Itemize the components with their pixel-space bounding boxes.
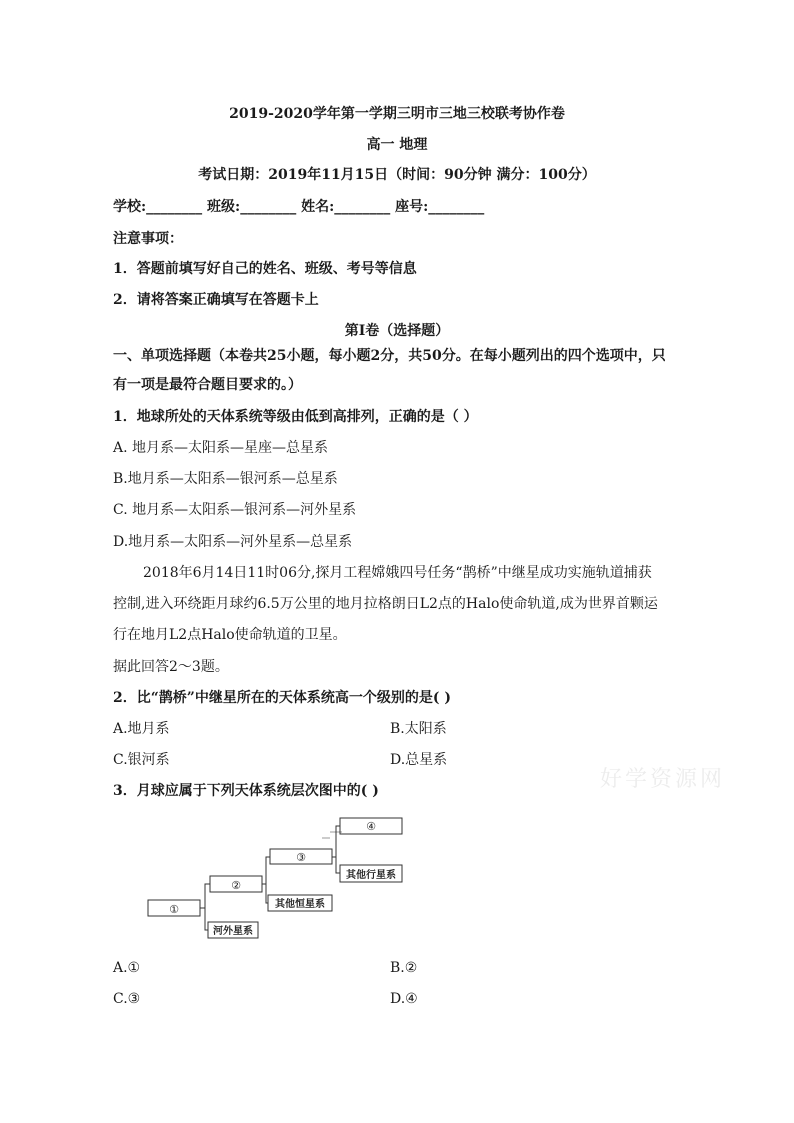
q2-option-d: D.总星系 [390, 752, 448, 768]
exam-subject: 高一 地理 [366, 137, 428, 153]
passage-prompt: 据此回答2～3题。 [113, 659, 229, 675]
notice-heading: 注意事项： [113, 231, 183, 247]
q2-stem: 2．比“鹊桥”中继星所在的天体系统高一个级别的是( ) [113, 690, 451, 706]
diagram-label-1: ① [169, 903, 179, 916]
q1-option-a: A. 地月系—太阳系—星座—总星系 [113, 440, 329, 456]
passage-line-1: 2018年6月14日11时06分,探月工程嫦娥四号任务“鹊桥”中继星成功实施轨道捕获 [143, 565, 652, 581]
q2-option-a: A.地月系 [113, 721, 170, 737]
q3-option-d: D.④ [390, 991, 418, 1007]
q2-option-b: B.太阳系 [390, 721, 447, 737]
q1-stem: 1．地球所处的天体系统等级由低到高排列，正确的是（ ） [113, 409, 478, 425]
section-title: 第I卷（选择题） [344, 323, 450, 339]
connector-level-2 [262, 857, 270, 903]
q3-option-a: A.① [113, 960, 141, 976]
diagram-label-4: ④ [366, 820, 376, 833]
diagram-label-other-stars: 其他恒星系 [275, 899, 325, 910]
q1-option-d: D.地月系—太阳系—河外星系—总星系 [113, 534, 353, 550]
passage-line-2: 控制,进入环绕距月球约6.5万公里的地月拉格朗日L2点的Halo使命轨道,成为世界首颗运 [113, 596, 658, 612]
q1-option-c: C. 地月系—太阳系—银河系—河外星系 [113, 502, 357, 518]
q2-option-c: C.银河系 [113, 752, 170, 768]
watermark: 好学资源网 [600, 767, 726, 792]
diagram-label-other-planets: 其他行星系 [346, 870, 396, 881]
student-info-fields: 学校:________ 班级:________ 姓名:________ 座号:________ [113, 199, 485, 215]
q3-option-c: C.③ [113, 991, 141, 1007]
notice-item-2: 2．请将答案正确填写在答题卡上 [113, 292, 319, 308]
q3-option-b: B.② [390, 960, 418, 976]
diagram-label-other-galaxies: 河外星系 [213, 926, 253, 937]
diagram-label-2: ② [231, 879, 241, 892]
section-instruction-line1: 一、单项选择题（本卷共25小题，每小题2分，共50分。在每小题列出的四个选项中，只 [113, 348, 666, 364]
exam-info: 考试日期：2019年11月15日（时间：90分钟 满分：100分） [198, 167, 596, 183]
q1-option-b: B.地月系—太阳系—银河系—总星系 [113, 471, 338, 487]
notice-item-1: 1．答题前填写好自己的姓名、班级、考号等信息 [113, 261, 417, 277]
q3-stem: 3．月球应属于下列天体系统层次图中的( ) [113, 783, 379, 799]
connector-level-3 [332, 826, 340, 873]
passage-line-3: 行在地月L2点Halo使命轨道的卫星。 [113, 627, 347, 643]
exam-title: 2019-2020学年第一学期三明市三地三校联考协作卷 [229, 106, 565, 122]
diagram-label-3: ③ [296, 851, 306, 864]
section-instruction-line2: 有一项是最符合题目要求的。） [113, 377, 302, 393]
small-dash-mark [322, 832, 342, 838]
